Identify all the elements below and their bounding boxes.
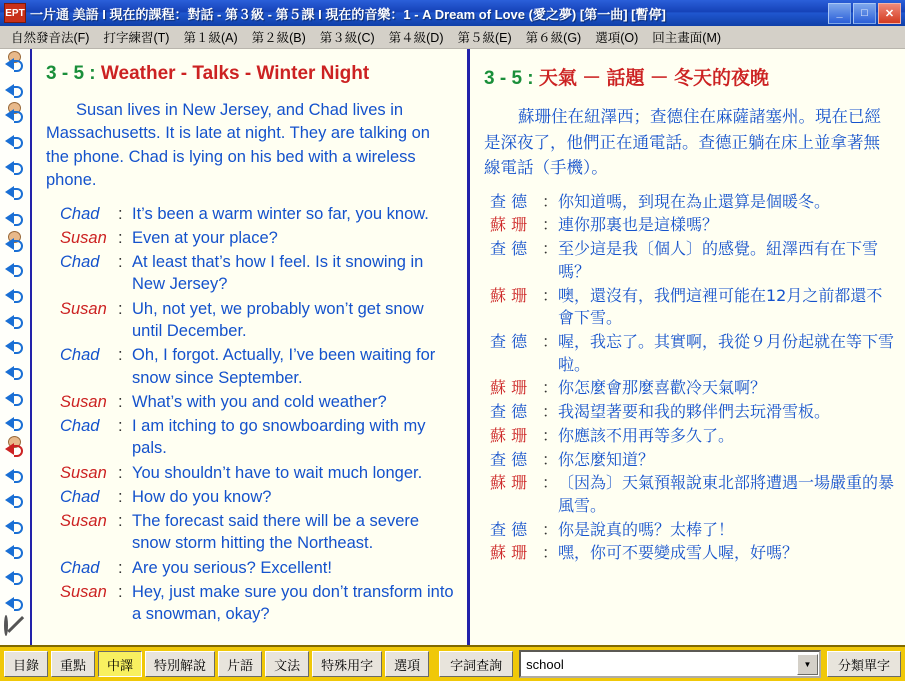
speaker-label-cn: 蘇 珊 [490,543,528,563]
chinese-pane [470,49,905,645]
speaker-icon-5[interactable] [4,207,26,229]
dialogue-text-cn: 噢，還沒有，我們這裡可能在12月之前都還不會下雪。 [558,285,883,328]
dialogue-text-cn: 你應該不用再等多久了。 [558,425,735,445]
speaker-icon-12[interactable] [4,412,26,434]
dialogue-text-cn: 你知道嗎，到現在為止還算是個暖冬。 [558,191,831,211]
dialogue-line[interactable] [46,510,457,555]
colon: : [118,463,123,482]
english-lesson-title [46,63,457,85]
dialogue-text: I am itching to go snowboarding with my pals. [132,417,426,458]
speaker-label-cn: 查 德 [490,239,528,259]
speaker-label: Susan [60,228,107,247]
menu-bar [0,26,905,49]
speaker-icon-1[interactable] [4,79,26,101]
colon-cn: ： [542,191,559,211]
speaker-icon-6[interactable] [4,258,26,280]
speaker-icon-18[interactable] [4,592,26,614]
speaker-icon-8[interactable] [4,310,26,332]
toolbar-button-special-words[interactable]: 特殊用字 [312,651,382,677]
dialogue-text: The forecast said there will be a severe snow storm hitting the Northeast. [132,512,420,553]
menu-item-main-screen[interactable]: 回主畫面(M) [652,31,722,45]
speaker-icon-7[interactable] [4,284,26,306]
dialogue-text: Uh, not yet, we probably won’t get snow until December. [132,299,424,341]
speaker-label: Susan [60,392,107,411]
bottom-toolbar [0,645,905,681]
toolbar-button-grammar[interactable]: 文法 [265,651,309,677]
chinese-lesson-number: 3 - 5 : [484,68,534,89]
dialogue-text-cn: 我渴望著要和我的夥伴們去玩滑雪板。 [558,402,831,422]
maximize-button[interactable]: □ [853,3,876,24]
speaker-label-cn: 蘇 珊 [490,378,528,398]
dialogue-line-cn[interactable] [484,331,895,376]
dialogue-text: Even at your place? [132,228,278,247]
menu-item-level-1[interactable]: 第１級(A) [183,31,238,45]
dialogue-text: Are you serious? Excellent! [132,558,332,577]
toolbar-button-word-lookup[interactable]: 字詞查詢 [439,651,513,677]
colon: : [118,204,123,223]
speaker-head-icon-active[interactable] [4,438,26,460]
colon: : [118,512,123,531]
dialogue-text: What’s with you and cold weather? [132,392,387,411]
dialogue-text-cn: 嘿，你可不要變成雪人喔，好嗎？ [558,543,799,563]
dialogue-line[interactable] [46,251,457,296]
dialogue-line[interactable] [46,415,457,460]
dialogue-line-cn[interactable] [484,191,895,214]
dialogue-text: You shouldn’t have to wait much longer. [132,463,423,482]
speaker-icon-14[interactable] [4,489,26,511]
speaker-head-icon-dialogue[interactable] [4,233,26,255]
dialogue-line[interactable] [46,462,457,484]
colon: : [118,346,123,365]
colon: : [118,582,123,601]
english-pane [32,49,470,645]
speaker-head-icon-intro[interactable] [4,104,26,126]
dialogue-line[interactable] [46,298,457,343]
speaker-label-cn: 查 德 [490,191,528,211]
word-search-combobox[interactable] [519,650,821,678]
speaker-icon-9[interactable] [4,335,26,357]
speaker-label: Susan [60,582,107,601]
speaker-label: Chad [60,204,100,223]
toolbar-button-contents[interactable]: 目錄 [4,651,48,677]
dialogue-line-cn[interactable] [484,401,895,424]
colon: : [118,558,123,577]
colon-cn: ： [542,285,559,305]
speaker-icon-3[interactable] [4,156,26,178]
menu-item-level-3[interactable]: 第３級(C) [319,31,375,45]
dialogue-text-cn: 喔，我忘了。其實啊，我從９月份起就在等下雪啦。 [558,332,895,374]
dialogue-text-cn: 你怎麼會那麼喜歡冷天氣啊？ [558,378,767,398]
dialogue-text: It’s been a warm winter so far, you know. [132,204,429,223]
speaker-label: Chad [60,558,100,577]
colon-cn: ： [542,519,559,539]
speaker-label-cn: 查 德 [490,519,528,539]
colon-cn: ： [542,543,559,563]
dialogue-line-cn[interactable] [484,542,895,565]
dialogue-line-cn[interactable] [484,449,895,472]
content-area [0,49,905,645]
dialogue-line-cn[interactable] [484,238,895,283]
menu-item-level-5[interactable]: 第５級(E) [457,31,512,45]
speaker-label: Susan [60,463,107,482]
speaker-label: Chad [60,253,100,272]
dialogue-text-cn: 〔因為〕天氣預報說東北部將遭遇一場嚴重的暴風雪。 [558,473,895,516]
dialogue-line-cn[interactable] [484,214,895,237]
toolbar-button-special-notes[interactable]: 特別解說 [145,651,215,677]
colon-cn: ： [542,402,559,422]
chevron-down-icon[interactable]: ▼ [797,654,818,675]
toolbar-button-phrases[interactable]: 片語 [218,651,262,677]
toolbar-button-keypoints[interactable]: 重點 [51,651,95,677]
audio-icon-rail [0,49,32,645]
close-button[interactable]: ✕ [878,3,901,24]
speaker-icon-15[interactable] [4,515,26,537]
chinese-lesson-name: 天氣 － 話題 － 冬天的夜晚 [538,68,770,89]
speaker-label: Chad [60,487,100,506]
speaker-icon-11[interactable] [4,387,26,409]
mute-icon[interactable] [4,617,26,639]
menu-item-level-4[interactable]: 第４級(D) [388,31,444,45]
speaker-icon-4[interactable] [4,181,26,203]
speaker-label-cn: 查 德 [490,332,528,351]
speaker-label: Susan [60,299,107,318]
speaker-label-cn: 蘇 珊 [490,473,528,493]
english-lesson-name: Weather - Talks - Winter Night [100,63,370,84]
colon: : [118,487,123,506]
minimize-button[interactable]: _ [828,3,851,24]
speaker-label: Chad [60,346,100,365]
colon: : [118,253,123,272]
speaker-label-cn: 蘇 珊 [490,215,528,235]
dialogue-line-cn[interactable] [484,472,895,517]
speaker-icon-13[interactable] [4,464,26,486]
colon: : [118,299,123,318]
colon-cn: ： [542,239,559,259]
colon-cn: ： [542,332,559,351]
dialogue-line[interactable] [46,557,457,579]
dialogue-line[interactable] [46,203,457,225]
chinese-intro: 蘇珊住在紐澤西；查德住在麻薩諸塞州。現在已經是深夜了，他們正在通電話。查德正躺在床上並拿著無線電話（手機）。 [484,107,881,178]
speaker-icon-16[interactable] [4,540,26,562]
speaker-label-cn: 蘇 珊 [490,285,528,305]
speaker-icon-10[interactable] [4,361,26,383]
dialogue-text-cn: 至少這是我〔個人〕的感覺。紐澤西有在下雪嗎？ [558,239,879,281]
menu-item-level-2[interactable]: 第２級(B) [251,31,306,45]
colon-cn: ： [542,449,559,469]
colon-cn: ： [542,378,559,398]
dialogue-line[interactable] [46,344,457,389]
dialogue-text: At least that’s how I feel. Is it snowing in New Jersey? [132,253,424,294]
dialogue-text-cn: 你是說真的嗎？太棒了！ [558,519,735,539]
colon-cn: ： [542,425,559,445]
dialogue-text: Oh, I forgot. Actually, I’ve been waiting for snow since September. [132,346,436,387]
speaker-label-cn: 查 德 [490,402,528,422]
dialogue-line[interactable] [46,227,457,249]
toolbar-button-options[interactable]: 選項 [385,651,429,677]
window-controls [828,3,901,24]
speaker-label-cn: 查 德 [490,449,528,469]
menu-item-typing[interactable]: 打字練習(T) [103,31,170,45]
window-title: 一片通 美語 I 現在的課程：對話 - 第３級 - 第５課 I 現在的音樂：1 - A Dream of Love (愛之夢) [第一曲] [暫停] [30,6,666,22]
toolbar-button-translation[interactable]: 中譯 [98,651,142,677]
dialogue-line-cn[interactable] [484,425,895,448]
menu-item-options[interactable]: 選項(O) [595,31,639,45]
dialogue-line-cn[interactable] [484,285,895,330]
english-lesson-number: 3 - 5 : [46,63,96,84]
chinese-lesson-title [484,63,895,90]
speaker-label: Chad [60,417,100,436]
app-icon: EPT [4,3,26,23]
speaker-label-cn: 蘇 珊 [490,425,528,445]
colon-cn: ： [542,473,559,493]
english-intro: Susan lives in New Jersey, and Chad lives in Massachusetts. It is late at night. They are talking on the phone. Chad is lying on his bed with a wireless phone. [46,101,430,190]
speaker-icon-2[interactable] [4,130,26,152]
speaker-head-icon-title[interactable] [4,53,26,75]
title-bar [0,0,905,26]
dialogue-line[interactable] [46,486,457,508]
dialogue-line-cn[interactable] [484,377,895,400]
colon-cn: ： [542,215,559,235]
speaker-icon-17[interactable] [4,566,26,588]
dialogue-text: How do you know? [132,487,272,506]
toolbar-button-classified-words[interactable]: 分類單字 [827,651,901,677]
speaker-label: Susan [60,512,107,531]
word-search-input[interactable]: school [526,656,564,672]
dialogue-text: Hey, just make sure you don’t transform into a snowman, okay? [132,582,454,624]
dialogue-text-cn: 連你那裏也是這樣嗎？ [558,215,719,235]
colon: : [118,392,123,411]
dialogue-line[interactable] [46,391,457,413]
colon: : [118,417,123,436]
dialogue-text-cn: 你怎麼知道？ [558,449,655,469]
colon: : [118,228,123,247]
menu-item-phonics[interactable]: 自然發音法(F) [11,31,90,45]
dialogue-line[interactable] [46,581,457,626]
menu-item-level-6[interactable]: 第６級(G) [525,31,582,45]
dialogue-line-cn[interactable] [484,519,895,542]
